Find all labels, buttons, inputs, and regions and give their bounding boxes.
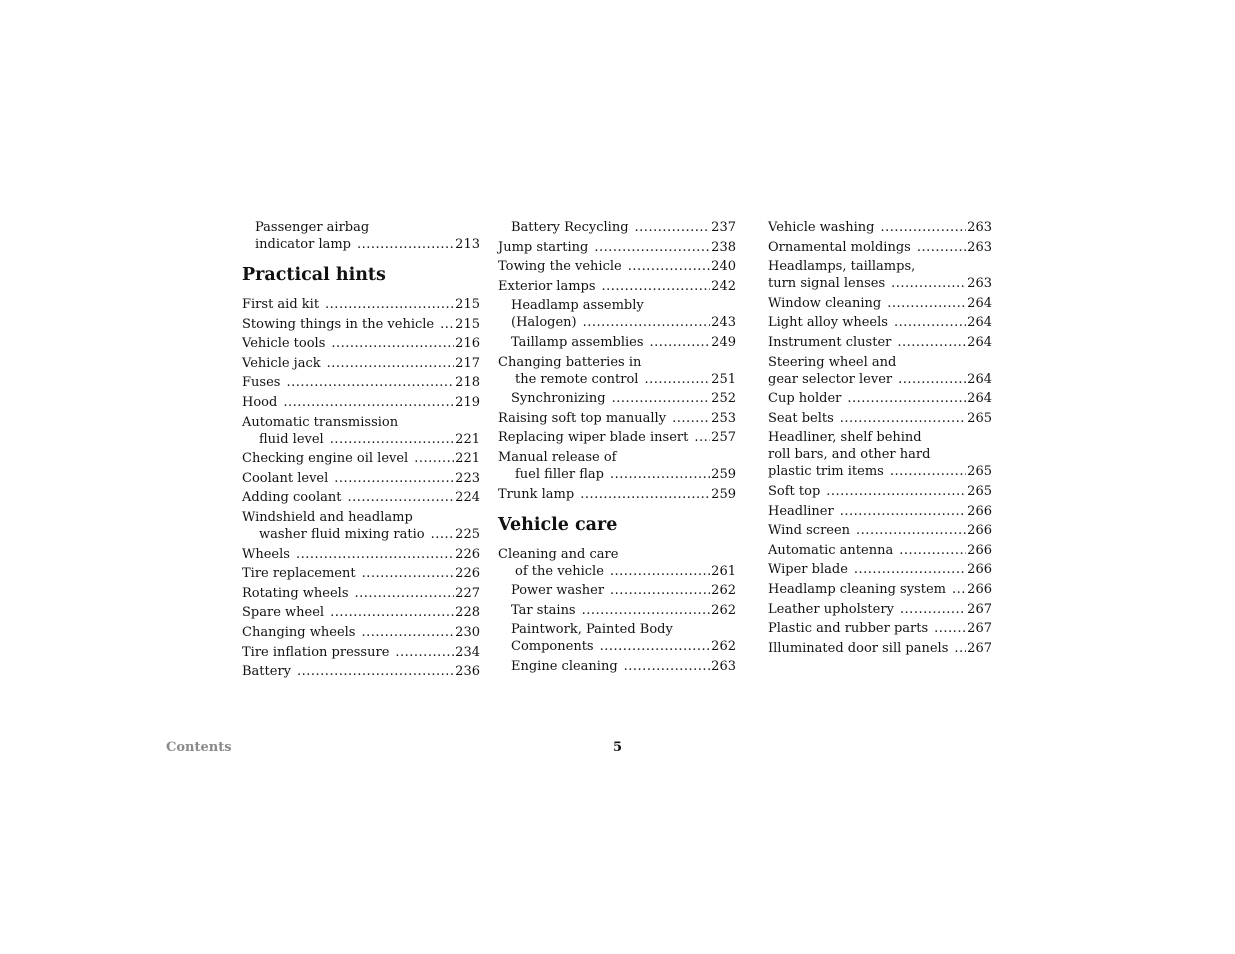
- toc-entry-page: 224: [455, 490, 480, 506]
- toc-entry-label: Vehicle tools: [242, 336, 326, 352]
- toc-entry-label: of the vehicle: [515, 563, 604, 579]
- toc-entry-page: 267: [967, 601, 992, 617]
- dot-leader: [898, 371, 966, 388]
- toc-entry-label: indicator lamp: [255, 237, 351, 252]
- dot-leader: [286, 374, 454, 391]
- dot-leader: [610, 466, 710, 483]
- toc-entry-label: Illuminated door sill panels: [768, 640, 949, 656]
- toc-entry[interactable]: [768, 410, 992, 427]
- toc-entry-row: [242, 394, 480, 411]
- toc-entry-page: 266: [967, 562, 992, 578]
- toc-entry-row: [768, 620, 992, 637]
- toc-entry-page: 266: [967, 542, 992, 558]
- dot-leader: [672, 410, 710, 427]
- toc-entry-page: 242: [711, 278, 736, 294]
- toc-entry-label: Automatic antenna: [768, 542, 894, 558]
- toc-entry-row: [768, 640, 992, 657]
- toc-entry[interactable]: [242, 296, 480, 313]
- toc-entry-line: Passenger airbag: [255, 220, 370, 235]
- toc-entry-label: Tar stains: [511, 602, 576, 618]
- toc-entry[interactable]: [498, 546, 736, 580]
- dot-leader: [600, 638, 711, 655]
- toc-entry-page: 264: [967, 315, 992, 331]
- toc-entry-row: [242, 374, 480, 391]
- toc-entry-page: 261: [711, 563, 736, 579]
- toc-entry-row: [498, 258, 736, 275]
- toc-entry-row: [768, 581, 992, 598]
- toc-entry[interactable]: [498, 486, 736, 503]
- toc-entry-line: Windshield and headlamp: [242, 509, 413, 525]
- toc-entry[interactable]: [768, 522, 992, 539]
- dot-leader: [610, 582, 710, 599]
- toc-entry-label: Tire inflation pressure: [242, 644, 390, 660]
- toc-entry-page: 215: [455, 297, 480, 312]
- toc-entry-label: Vehicle washing: [768, 220, 875, 235]
- toc-entry-label: Wheels: [242, 546, 290, 562]
- toc-entry-page: 225: [455, 526, 480, 542]
- toc-entry[interactable]: [768, 620, 992, 637]
- toc-entry[interactable]: [768, 483, 992, 500]
- toc-entry-page: 262: [711, 639, 736, 655]
- toc-entry-page: 237: [711, 220, 736, 235]
- toc-entry-label: Trunk lamp: [498, 486, 575, 502]
- footer-section-label: Contents: [166, 740, 232, 755]
- toc-entry-page: 259: [711, 466, 736, 482]
- toc-entry-row: [242, 624, 480, 641]
- dot-leader: [334, 470, 454, 487]
- toc-entry-row: [768, 219, 992, 236]
- toc-entry-row: [768, 601, 992, 618]
- dot-leader: [917, 239, 966, 256]
- toc-entry[interactable]: [768, 640, 992, 657]
- toc-entry[interactable]: [768, 354, 992, 388]
- toc-entry-row: [498, 371, 736, 388]
- dot-leader: [847, 390, 966, 407]
- dot-leader: [395, 644, 454, 661]
- toc-entry-row: [511, 334, 736, 351]
- toc-entry[interactable]: [242, 414, 480, 448]
- toc-entry[interactable]: [498, 658, 736, 675]
- toc-entry-label: Fuses: [242, 375, 281, 391]
- toc-entry[interactable]: [242, 509, 480, 543]
- toc-entry-page: 264: [967, 391, 992, 407]
- toc-entry-row: [242, 489, 480, 506]
- toc-column-2: [498, 219, 736, 678]
- dot-leader: [856, 522, 966, 539]
- toc-entry-row: [768, 522, 992, 539]
- toc-entry-row: [768, 463, 992, 480]
- dot-leader: [347, 489, 454, 506]
- toc-entry[interactable]: [498, 582, 736, 599]
- dot-leader: [880, 219, 966, 236]
- section-heading: Practical hints: [242, 265, 386, 285]
- dot-leader: [325, 296, 454, 313]
- toc-entry-page: 266: [967, 581, 992, 597]
- toc-entry-line: Headlamp assembly: [511, 298, 644, 314]
- toc-entry-page: 264: [967, 334, 992, 350]
- dot-leader: [954, 640, 966, 657]
- toc-entry-row: [511, 658, 736, 675]
- toc-entry-row: [242, 316, 480, 333]
- toc-entry-label: Vehicle jack: [242, 355, 321, 371]
- toc-entry-label: Changing wheels: [242, 624, 356, 640]
- toc-entry[interactable]: [498, 602, 736, 619]
- toc-entry[interactable]: [768, 561, 992, 578]
- dot-leader: [840, 503, 966, 520]
- dot-leader: [894, 314, 966, 331]
- toc-entry[interactable]: [768, 581, 992, 598]
- toc-entry-page: 243: [711, 315, 736, 331]
- toc-column-3: [768, 219, 992, 659]
- toc-entry-row: [768, 275, 992, 292]
- toc-entry-label: fuel filler flap: [515, 466, 604, 482]
- toc-entry-page: 263: [711, 658, 736, 674]
- toc-entry-label: Light alloy wheels: [768, 315, 888, 331]
- toc-entry-label: Jump starting: [498, 239, 589, 255]
- toc-entry-label: Towing the vehicle: [498, 259, 622, 275]
- toc-entry[interactable]: [498, 297, 736, 331]
- toc-entry-label: washer fluid mixing ratio: [259, 526, 425, 542]
- toc-entry-row: [242, 604, 480, 621]
- dot-leader: [361, 624, 454, 641]
- toc-entry-row: [242, 431, 480, 448]
- toc-entry[interactable]: [242, 355, 480, 372]
- dot-leader: [610, 563, 710, 580]
- toc-entry-page: 217: [455, 355, 480, 371]
- toc-entry-row: [768, 390, 992, 407]
- toc-entry-row: [498, 410, 736, 427]
- toc-entry-row: [242, 663, 480, 680]
- dot-leader: [897, 334, 966, 351]
- toc-entry-row: [511, 219, 736, 236]
- toc-entry-page: 266: [967, 503, 992, 519]
- toc-entry-label: Wiper blade: [768, 562, 848, 578]
- toc-entry[interactable]: [242, 624, 480, 641]
- toc-entry-row: [768, 561, 992, 578]
- dot-leader: [624, 658, 711, 675]
- toc-entry-label: Coolant level: [242, 470, 329, 486]
- dot-leader: [283, 394, 454, 411]
- section-heading: Vehicle care: [498, 514, 618, 535]
- toc-entry[interactable]: [498, 239, 736, 256]
- footer-page-number: 5: [613, 740, 623, 755]
- toc-entry-label: Ornamental moldings: [768, 239, 911, 255]
- toc-entry-line: Headlamps, taillamps,: [768, 259, 916, 275]
- dot-leader: [826, 483, 966, 500]
- toc-entry[interactable]: [242, 565, 480, 582]
- toc-entry[interactable]: [498, 219, 736, 236]
- dot-leader: [330, 431, 454, 448]
- dot-leader: [891, 275, 966, 292]
- toc-entry-label: Rotating wheels: [242, 585, 349, 601]
- toc-entry-label: Cup holder: [768, 391, 842, 407]
- toc-entry-label: Leather upholstery: [768, 601, 894, 617]
- toc-entry[interactable]: [242, 219, 480, 253]
- dot-leader: [355, 585, 455, 602]
- toc-entry-label: Headlamp cleaning system: [768, 581, 946, 597]
- toc-entry-page: 226: [455, 566, 480, 582]
- toc-entry-line: Changing batteries in: [498, 354, 642, 370]
- toc-entry-label: Spare wheel: [242, 605, 325, 621]
- toc-entry[interactable]: [498, 390, 736, 407]
- toc-entry[interactable]: [242, 546, 480, 563]
- toc-entry[interactable]: [242, 663, 480, 680]
- toc-entry-label: Replacing wiper blade insert: [498, 430, 689, 446]
- toc-entry-row: [242, 526, 480, 543]
- dot-leader: [330, 604, 454, 621]
- toc-entry-page: 265: [967, 410, 992, 426]
- toc-entry-row: [511, 602, 736, 619]
- toc-entry-row: [242, 470, 480, 487]
- toc-entry-page: 226: [455, 546, 480, 562]
- toc-entry[interactable]: [498, 621, 736, 655]
- toc-entry-page: 249: [711, 334, 736, 350]
- dot-leader: [644, 371, 710, 388]
- toc-entry-label: Headliner: [768, 503, 834, 519]
- toc-entry-page: 240: [711, 259, 736, 275]
- dot-leader: [414, 450, 454, 467]
- toc-entry-page: 263: [967, 276, 992, 292]
- toc-entry-page: 213: [455, 237, 480, 252]
- toc-entry-row: [511, 390, 736, 407]
- toc-entry-line: Headliner, shelf behind: [768, 430, 922, 446]
- toc-entry-label: Battery Recycling: [511, 220, 629, 235]
- toc-entry-label: Plastic and rubber parts: [768, 621, 929, 637]
- dot-leader: [297, 663, 454, 680]
- toc-entry-page: 228: [455, 605, 480, 621]
- toc-entry-row: [768, 410, 992, 427]
- toc-entry[interactable]: [242, 335, 480, 352]
- toc-entry[interactable]: [242, 394, 480, 411]
- dot-leader: [635, 219, 711, 236]
- toc-entry-page: 252: [711, 391, 736, 407]
- toc-entry-label: (Halogen): [511, 315, 577, 331]
- toc-entry-label: Synchronizing: [511, 391, 606, 407]
- toc-entry-row: [242, 355, 480, 372]
- toc-entry-label: Soft top: [768, 483, 821, 499]
- toc-entry-row: [768, 314, 992, 331]
- toc-entry-label: Raising soft top manually: [498, 410, 667, 426]
- dot-leader: [840, 410, 966, 427]
- toc-entry-label: Seat belts: [768, 410, 834, 426]
- toc-entry[interactable]: [768, 295, 992, 312]
- toc-entry[interactable]: [768, 542, 992, 559]
- toc-entry-page: 257: [711, 430, 736, 446]
- toc-entry-line: Paintwork, Painted Body: [511, 622, 673, 638]
- toc-entry-row: [768, 483, 992, 500]
- toc-entry-label: the remote control: [515, 371, 639, 387]
- dot-leader: [440, 316, 454, 333]
- toc-entry-row: [498, 486, 736, 503]
- toc-entry[interactable]: [768, 390, 992, 407]
- dot-leader: [594, 239, 710, 256]
- toc-entry-label: Exterior lamps: [498, 278, 596, 294]
- toc-entry-page: 221: [455, 451, 480, 467]
- toc-entry[interactable]: [768, 258, 992, 292]
- toc-column-1: [242, 219, 480, 683]
- toc-entry[interactable]: [242, 489, 480, 506]
- toc-entry-page: 265: [967, 464, 992, 480]
- toc-entry-page: 219: [455, 394, 480, 410]
- toc-entry-row: [498, 278, 736, 295]
- toc-entry-row: [498, 466, 736, 483]
- toc-entry-label: Taillamp assemblies: [511, 334, 644, 350]
- toc-entry[interactable]: [498, 354, 736, 388]
- dot-leader: [431, 526, 455, 543]
- toc-entry[interactable]: [768, 239, 992, 256]
- toc-entry-page: 251: [711, 371, 736, 387]
- toc-entry-row: [498, 429, 736, 446]
- toc-entry[interactable]: [242, 470, 480, 487]
- toc-entry[interactable]: [242, 644, 480, 661]
- toc-entry-label: Stowing things in the vehicle: [242, 316, 435, 332]
- toc-entry-line: Steering wheel and: [768, 354, 897, 370]
- dot-leader: [650, 334, 711, 351]
- dot-leader: [952, 581, 966, 598]
- dot-leader: [899, 542, 966, 559]
- dot-leader: [362, 565, 455, 582]
- toc-entry-page: 227: [455, 585, 480, 601]
- toc-entry-page: 253: [711, 410, 736, 426]
- toc-entry[interactable]: [498, 258, 736, 275]
- dot-leader: [694, 429, 710, 446]
- toc-entry-label: First aid kit: [242, 297, 320, 312]
- dot-leader: [934, 620, 966, 637]
- toc-entry-label: Power washer: [511, 583, 605, 599]
- toc-entry-page: 259: [711, 486, 736, 502]
- toc-entry-row: [242, 335, 480, 352]
- toc-entry-page: 267: [967, 621, 992, 637]
- toc-entry-row: [498, 563, 736, 580]
- dot-leader: [628, 258, 710, 275]
- dot-leader: [580, 486, 710, 503]
- toc-entry-line: Manual release of: [498, 449, 617, 465]
- toc-entry[interactable]: [242, 316, 480, 333]
- toc-entry-label: Wind screen: [768, 523, 851, 539]
- toc-entry-page: 238: [711, 239, 736, 255]
- toc-entry-label: gear selector lever: [768, 371, 893, 387]
- dot-leader: [327, 355, 455, 372]
- toc-entry[interactable]: [242, 604, 480, 621]
- toc-entry-page: 223: [455, 470, 480, 486]
- dot-leader: [583, 314, 711, 331]
- toc-entry-page: 236: [455, 664, 480, 680]
- toc-entry-row: [242, 644, 480, 661]
- toc-entry-page: 262: [711, 602, 736, 618]
- toc-entry-page: 216: [455, 336, 480, 352]
- toc-entry-label: Adding coolant: [242, 490, 342, 506]
- toc-entry[interactable]: [768, 334, 992, 351]
- toc-entry-label: Components: [511, 639, 594, 655]
- toc-entry-page: 262: [711, 583, 736, 599]
- toc-entry-label: Checking engine oil level: [242, 451, 409, 467]
- toc-entry-row: [255, 236, 480, 253]
- toc-entry-page: 234: [455, 644, 480, 660]
- toc-entry[interactable]: [768, 503, 992, 520]
- toc-entry[interactable]: [498, 449, 736, 483]
- toc-entry-label: Tire replacement: [242, 566, 356, 582]
- toc-entry[interactable]: [498, 410, 736, 427]
- toc-entry-page: 264: [967, 371, 992, 387]
- toc-entry-page: 230: [455, 624, 480, 640]
- toc-entry-page: 218: [455, 375, 480, 391]
- toc-entry-label: Window cleaning: [768, 295, 882, 311]
- toc-entry-row: [511, 638, 736, 655]
- dot-leader: [900, 601, 966, 618]
- toc-entry-row: [768, 239, 992, 256]
- toc-entry[interactable]: [498, 278, 736, 295]
- toc-entry-row: [242, 546, 480, 563]
- dot-leader: [890, 463, 966, 480]
- toc-entry-label: Hood: [242, 394, 278, 410]
- toc-entry[interactable]: [768, 429, 992, 480]
- toc-entry-line: Cleaning and care: [498, 546, 619, 562]
- toc-entry-page: 265: [967, 483, 992, 499]
- toc-entry-label: plastic trim items: [768, 464, 884, 480]
- toc-entry-page: 263: [967, 239, 992, 255]
- toc-entry-page: 263: [967, 220, 992, 235]
- dot-leader: [887, 295, 966, 312]
- toc-entry-page: 221: [455, 431, 480, 447]
- toc-entry-row: [511, 314, 736, 331]
- toc-entry[interactable]: [498, 429, 736, 446]
- toc-entry-row: [242, 565, 480, 582]
- toc-entry-line: Automatic transmission: [242, 414, 399, 430]
- toc-entry-row: [768, 334, 992, 351]
- toc-entry-row: [242, 450, 480, 467]
- toc-entry-label: fluid level: [259, 431, 324, 447]
- toc-entry-row: [768, 542, 992, 559]
- toc-entry-label: Instrument cluster: [768, 334, 892, 350]
- toc-entry-label: Battery: [242, 664, 292, 680]
- toc-entry[interactable]: [242, 374, 480, 391]
- toc-entry[interactable]: [768, 219, 992, 236]
- toc-entry-row: [242, 585, 480, 602]
- toc-entry-label: Engine cleaning: [511, 658, 618, 674]
- dot-leader: [612, 390, 711, 407]
- toc-entry-row: [768, 295, 992, 312]
- toc-entry-page: 264: [967, 295, 992, 311]
- dot-leader: [331, 335, 454, 352]
- toc-entry-page: 215: [455, 316, 480, 332]
- toc-entry-label: turn signal lenses: [768, 276, 886, 292]
- toc-entry[interactable]: [242, 585, 480, 602]
- dot-leader: [854, 561, 966, 578]
- dot-leader: [582, 602, 711, 619]
- toc-entry-row: [511, 582, 736, 599]
- toc-entry-row: [768, 503, 992, 520]
- toc-entry-row: [242, 296, 480, 313]
- dot-leader: [357, 236, 454, 253]
- toc-entry-line: roll bars, and other hard: [768, 447, 931, 463]
- toc-entry-row: [498, 239, 736, 256]
- toc-entry-page: 266: [967, 523, 992, 539]
- toc-entry[interactable]: [498, 334, 736, 351]
- toc-entry[interactable]: [768, 314, 992, 331]
- dot-leader: [296, 546, 454, 563]
- dot-leader: [602, 278, 711, 295]
- toc-entry-page: 267: [967, 640, 992, 656]
- toc-entry-row: [768, 371, 992, 388]
- toc-entry[interactable]: [242, 450, 480, 467]
- toc-entry[interactable]: [768, 601, 992, 618]
